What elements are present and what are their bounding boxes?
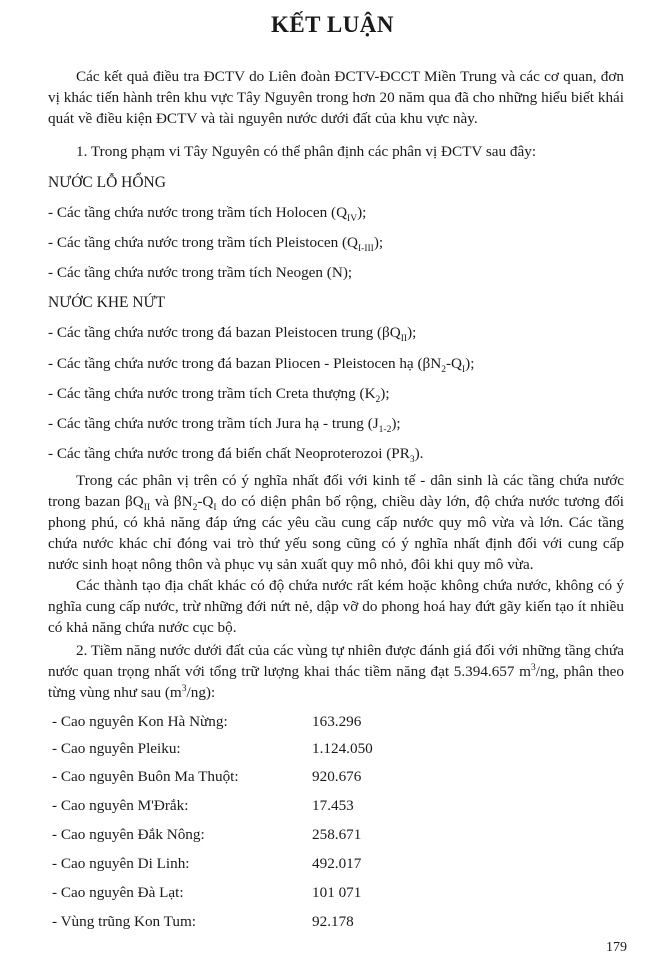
- region-value: 92.178: [312, 913, 354, 930]
- heading-fissure-water: NƯỚC KHE NỨT: [48, 294, 166, 311]
- region-value: 101 071: [312, 884, 362, 901]
- region-name: - Cao nguyên Buôn Ma Thuột:: [52, 768, 239, 785]
- porous-item: - Các tầng chứa nước trong trầm tích Pleistocen $(Q_{I-III})$;: [48, 234, 384, 255]
- porous-item: - Các tầng chứa nước trong trầm tích Holocen $(Q_{IV})$;: [48, 204, 367, 225]
- fissure-item: - Các tầng chứa nước trong đá biến chất Neoproterozoi $(PR_3)$.: [48, 445, 424, 466]
- page-title: KẾT LUẬN: [270, 12, 395, 37]
- region-value: 920.676: [312, 768, 362, 785]
- region-value: 163.296: [312, 713, 362, 730]
- region-name: - Cao nguyên M'Đrắk:: [52, 797, 189, 814]
- intro-paragraph: Các kết quả điều tra ĐCTV do Liên đoàn ĐCTV-ĐCCT Miền Trung và các cơ quan, đơn vị khác tiến hành trên khu vực Tây Nguyên trong hơn 20 năm qua đã cho những hiểu biết khái quát về điều kiện ĐCTV và tài nguyên nước dưới đất của khu vực này.: [48, 68, 624, 127]
- page-number: 179: [606, 940, 627, 955]
- region-name: - Cao nguyên Pleiku:: [52, 740, 181, 757]
- region-value: 492.017: [312, 855, 362, 872]
- region-name: - Cao nguyên Kon Hà Nừng:: [52, 713, 228, 730]
- region-value: 1.124.050: [312, 740, 373, 757]
- point-2-paragraph: 2. Tiềm năng nước dưới đất của các vùng tự nhiên được đánh giá đối với những tầng chứa nước quan trọng nhất với tổng trữ lượng khai thác tiềm năng đạt 5.394.657 $m^3/ng$, phân theo từng vùng như sau $(m^3/ng)$:: [48, 642, 624, 701]
- fissure-item: - Các tầng chứa nước trong trầm tích Creta thượng $(K_2)$;: [48, 385, 390, 406]
- significance-paragraph: Trong các phân vị trên có ý nghĩa nhất đối với kinh tế - dân sinh là các tầng chứa nước trong bazan $\beta Q_{II}$ và $\beta N_2-Q_I$ do có diện phân bố rộng, chiều dày lớn, độ chứa nước tương đối phong phú, có khả năng đáp ứng các yêu cầu cung cấp nước quy mô vừa và lớn. Các tầng chứa nước khác chỉ đóng vai trò thứ yếu song cũng có ý nghĩa nhất định đối với cung cấp nước sinh hoạt nông thôn và phục vụ sản xuất quy mô nhỏ, đôi khi quy mô vừa.: [48, 472, 625, 573]
- region-name: - Cao nguyên Di Linh:: [52, 855, 190, 872]
- other-formations-paragraph: Các thành tạo địa chất khác có độ chứa nước rất kém hoặc không chứa nước, không có ý nghĩa cung cấp nước, trừ những đới nứt nẻ, dập vỡ do phong hoá hay đứt gãy kiến tạo ít nhiều có khả năng chứa nước cục bộ.: [48, 577, 624, 636]
- region-name: - Cao nguyên Đắk Nông:: [52, 826, 205, 843]
- fissure-item: - Các tầng chứa nước trong trầm tích Jura hạ - trung $(J_{1-2})$;: [48, 415, 401, 436]
- porous-item: - Các tầng chứa nước trong trầm tích Neogen (N);: [48, 264, 353, 281]
- fissure-item: - Các tầng chứa nước trong đá bazan Pliocen - Pleistocen hạ $(\beta N_2-Q_I)$;: [48, 355, 475, 376]
- region-name: - Vùng trũng Kon Tum:: [52, 913, 197, 930]
- region-value: 258.671: [312, 826, 362, 843]
- fissure-item: - Các tầng chứa nước trong đá bazan Pleistocen trung $(\beta Q_{II})$;: [48, 324, 417, 345]
- region-value: 17.453: [312, 797, 354, 814]
- point-1-paragraph: 1. Trong phạm vi Tây Nguyên có thể phân định các phân vị ĐCTV sau đây:: [76, 143, 537, 160]
- region-name: - Cao nguyên Đà Lạt:: [52, 884, 184, 901]
- heading-porous-water: NƯỚC LỖ HỔNG: [48, 174, 166, 191]
